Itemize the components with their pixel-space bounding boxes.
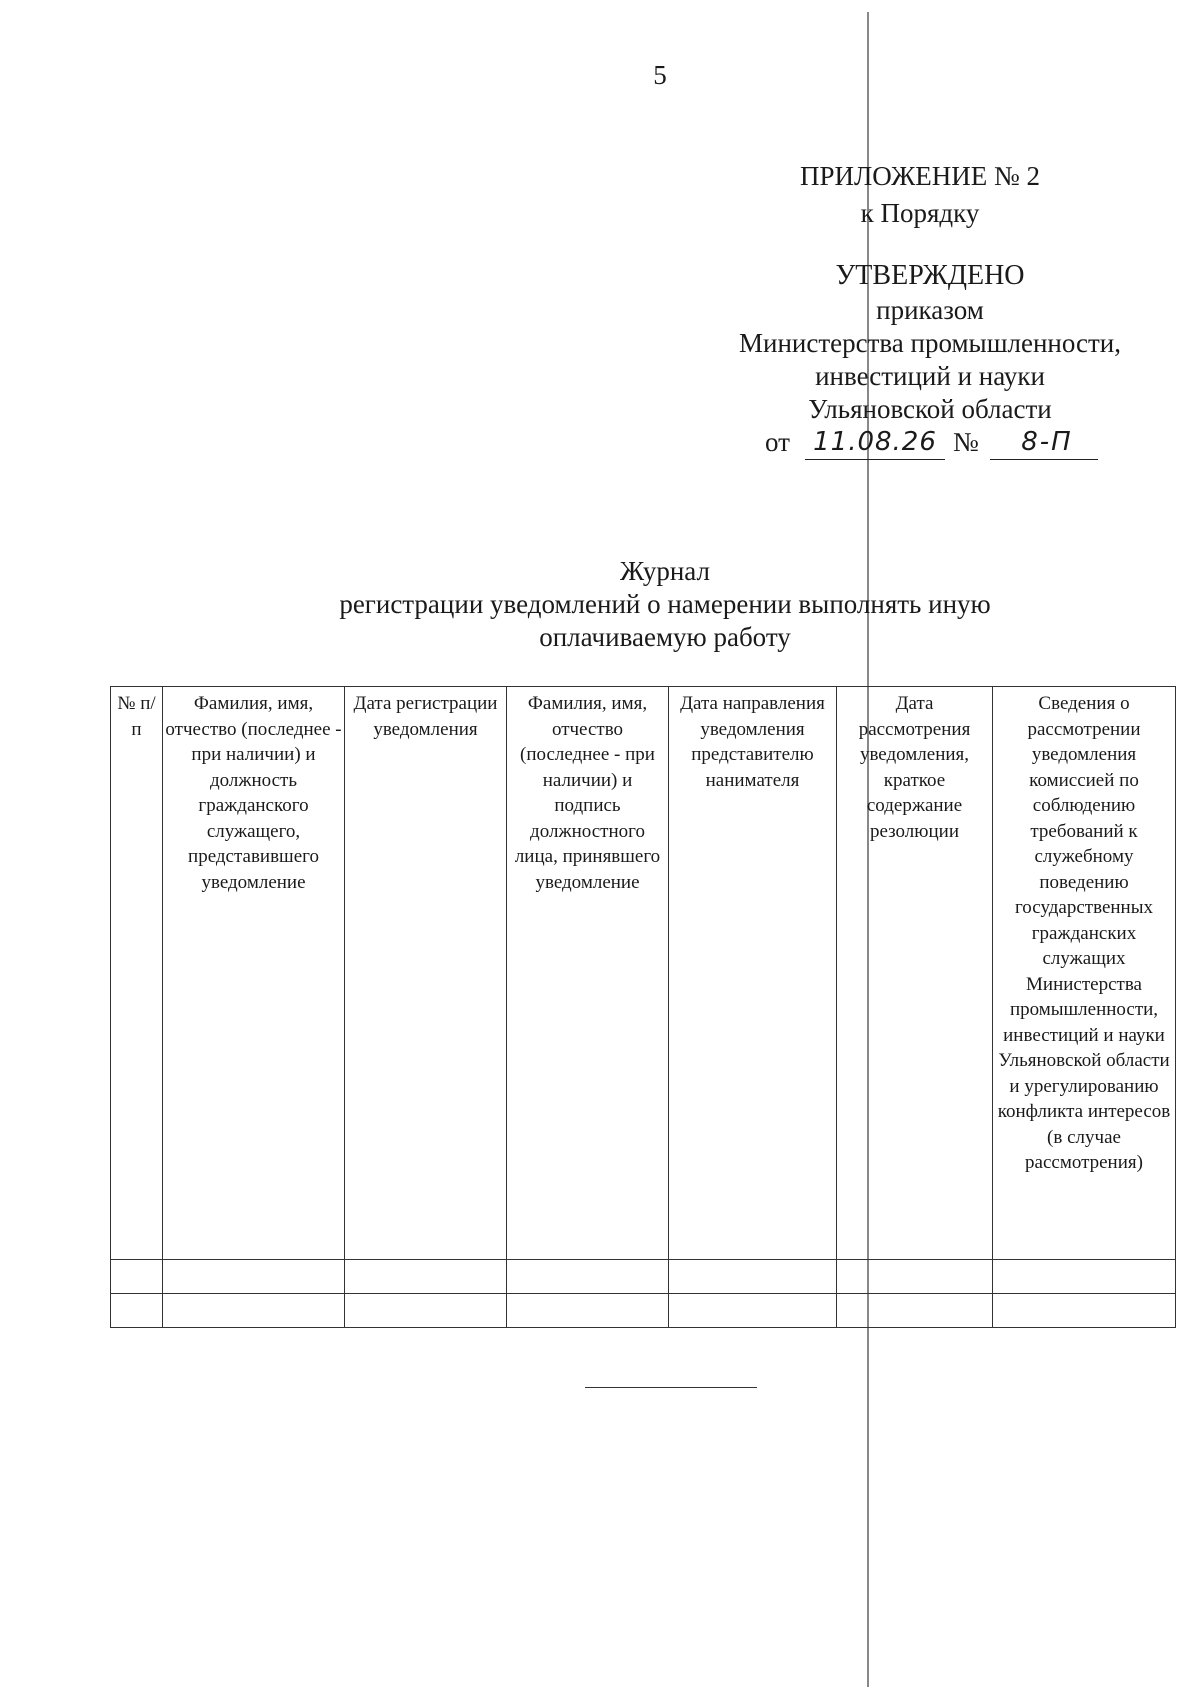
appendix-subtitle: к Порядку (860, 198, 980, 228)
table-cell (163, 1294, 345, 1328)
column-header-sent-date: Дата направления уведомления представителю нанимателя (669, 687, 837, 1260)
column-header-official: Фамилия, имя, отчество (последнее - при наличии) и подпись должностного лица, принявшего уведомление (507, 687, 669, 1260)
table-cell (993, 1294, 1176, 1328)
table-cell (111, 1260, 163, 1294)
journal-subtitle-line-2: оплачиваемую работу (539, 622, 791, 652)
order-number-handwritten: 8-П (990, 426, 1098, 460)
approval-line-1: приказом (876, 295, 984, 325)
column-header-registration-date: Дата регистрации уведомления (345, 687, 507, 1260)
table-cell (669, 1294, 837, 1328)
table-cell (111, 1294, 163, 1328)
order-from-label: от (765, 427, 790, 457)
table-cell (669, 1260, 837, 1294)
table-cell (345, 1260, 507, 1294)
order-date-handwritten: 11.08.26 (805, 426, 945, 460)
order-line (670, 426, 1190, 462)
column-header-employee: Фамилия, имя, отчество (последнее - при наличии) и должность гражданского служащего, представившего уведомление (163, 687, 345, 1260)
column-header-review-date: Дата рассмотрения уведомления, краткое содержание резолюции (837, 687, 993, 1260)
table-cell (507, 1260, 669, 1294)
appendix-title: ПРИЛОЖЕНИЕ № 2 (799, 161, 1041, 191)
table-cell (345, 1294, 507, 1328)
table-cell (507, 1294, 669, 1328)
approval-title: УТВЕРЖДЕНО (835, 260, 1025, 291)
journal-heading (0, 555, 1200, 654)
approval-line-3: инвестиций и науки (815, 361, 1045, 391)
table-row (111, 1294, 1176, 1328)
approval-line-2: Министерства промышленности, (739, 328, 1121, 358)
approval-line-4: Ульяновской области (808, 394, 1052, 424)
table-cell (163, 1260, 345, 1294)
column-header-commission-info: Сведения о рассмотрении уведомления комиссией по соблюдению требований к служебному поведению государственных гражданских служащих Министерства промышленности, инвестиций и науки Ульяновской области и урегулированию конфликта интересов (в случае рассмотрения) (993, 687, 1176, 1260)
closing-rule (585, 1387, 757, 1388)
table-cell (837, 1294, 993, 1328)
journal-title: Журнал (619, 556, 711, 586)
column-header-number: № п/п (111, 687, 163, 1260)
table-cell (993, 1260, 1176, 1294)
journal-subtitle-line-1: регистрации уведомлений о намерении выполнять иную (339, 589, 991, 619)
table-cell (837, 1260, 993, 1294)
page-number: 5 (653, 60, 667, 90)
order-number-sign: № (953, 427, 979, 457)
journal-table (110, 686, 1176, 1328)
table-row (111, 1260, 1176, 1294)
table-header-row (111, 687, 1176, 1260)
approval-block (670, 258, 1190, 462)
appendix-block (720, 158, 1120, 232)
